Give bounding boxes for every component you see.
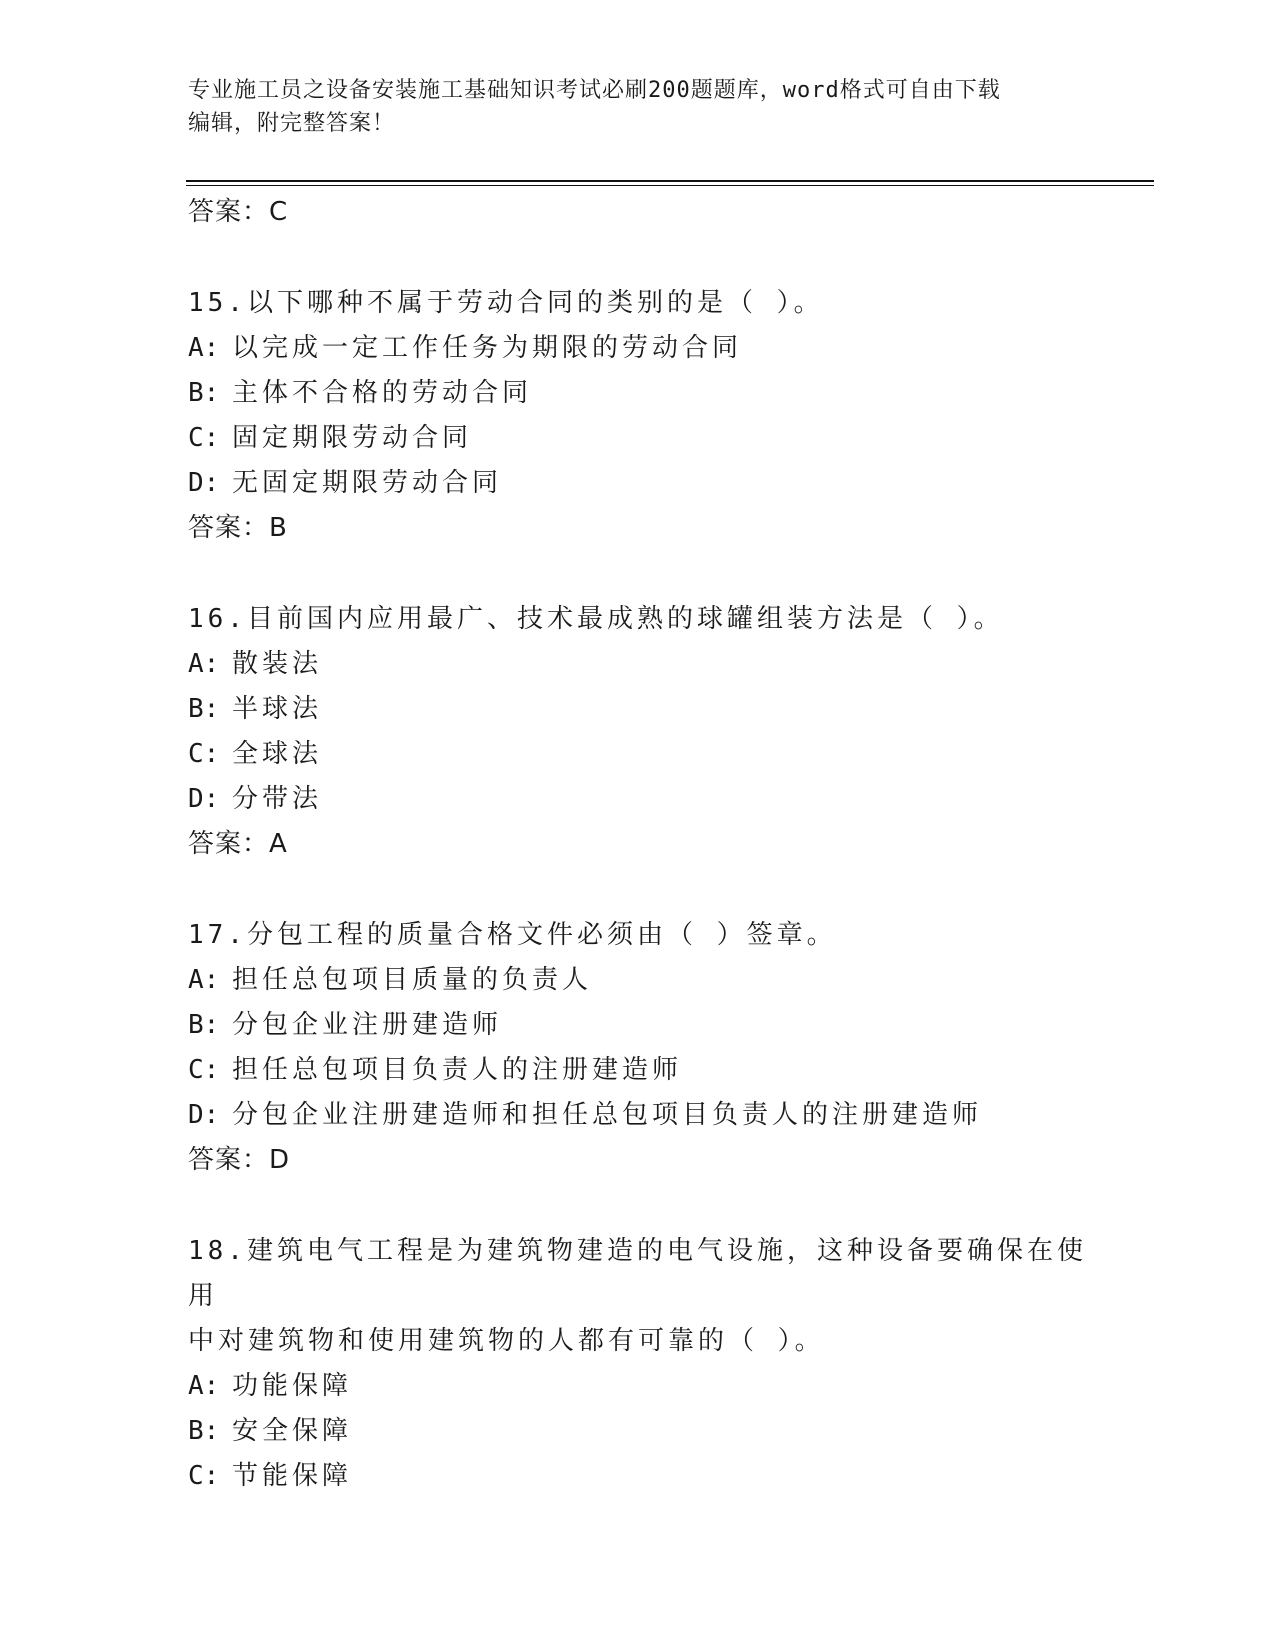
option-text: 节能保障 xyxy=(232,1461,353,1491)
spacer xyxy=(188,867,1088,913)
option-letter: D: xyxy=(188,784,220,814)
option-letter: B: xyxy=(188,694,220,724)
option-letter: B: xyxy=(188,1010,220,1040)
answer-line: 答案：B xyxy=(188,513,288,543)
option-text: 功能保障 xyxy=(232,1371,353,1401)
option-text: 无固定期限劳动合同 xyxy=(232,468,503,498)
option-row xyxy=(188,958,1088,1003)
question-title: 15.以下哪种不属于劳动合同的类别的是（ ）。 xyxy=(188,288,824,318)
option-text: 担任总包项目负责人的注册建造师 xyxy=(232,1055,683,1085)
answer-line: 答案：D xyxy=(188,1145,291,1175)
option-letter: D: xyxy=(188,1100,220,1130)
answer-line: 答案：C xyxy=(188,197,289,227)
answer-line: 答案：A xyxy=(188,829,288,859)
option-row xyxy=(188,461,1088,506)
question-block xyxy=(188,1229,1088,1499)
option-letter: C: xyxy=(188,423,220,453)
header-rule-thin xyxy=(186,185,1154,186)
option-text: 主体不合格的劳动合同 xyxy=(232,378,533,408)
option-letter: A: xyxy=(188,965,220,995)
option-letter: A: xyxy=(188,649,220,679)
option-text: 担任总包项目质量的负责人 xyxy=(232,965,593,995)
question-title: 16.目前国内应用最广、技术最成熟的球罐组装方法是（ ）。 xyxy=(188,604,1004,634)
spacer xyxy=(188,1183,1088,1229)
option-letter: D: xyxy=(188,468,220,498)
option-row xyxy=(188,1364,1088,1409)
option-text: 全球法 xyxy=(232,739,323,769)
option-letter: A: xyxy=(188,1371,220,1401)
option-row xyxy=(188,326,1088,371)
option-letter: B: xyxy=(188,1416,220,1446)
option-row xyxy=(188,1454,1088,1499)
option-row xyxy=(188,732,1088,777)
question-list xyxy=(188,281,1088,1499)
option-text: 分带法 xyxy=(232,784,323,814)
option-row xyxy=(188,642,1088,687)
spacer xyxy=(188,235,1088,281)
header-rule-thick xyxy=(186,180,1154,182)
question-title: 18.建筑电气工程是为建筑物建造的电气设施，这种设备要确保在使用 xyxy=(188,1236,1087,1311)
question-title: 中对建筑物和使用建筑物的人都有可靠的（ ）。 xyxy=(188,1326,825,1356)
option-text: 以完成一定工作任务为期限的劳动合同 xyxy=(232,333,743,363)
option-letter: C: xyxy=(188,739,220,769)
page-header xyxy=(188,74,1088,140)
document-body xyxy=(188,190,1088,1499)
question-block xyxy=(188,913,1088,1229)
spacer xyxy=(188,551,1088,597)
option-row xyxy=(188,777,1088,822)
option-row xyxy=(188,687,1088,732)
option-letter: C: xyxy=(188,1461,220,1491)
option-text: 分包企业注册建造师和担任总包项目负责人的注册建造师 xyxy=(232,1100,983,1130)
option-row xyxy=(188,1003,1088,1048)
option-row xyxy=(188,416,1088,461)
question-block xyxy=(188,597,1088,913)
option-letter: B: xyxy=(188,378,220,408)
option-row xyxy=(188,1048,1088,1093)
option-text: 半球法 xyxy=(232,694,323,724)
option-text: 固定期限劳动合同 xyxy=(232,423,473,453)
question-block xyxy=(188,281,1088,597)
option-text: 安全保障 xyxy=(232,1416,353,1446)
option-letter: C: xyxy=(188,1055,220,1085)
question-title: 17.分包工程的质量合格文件必须由（ ）签章。 xyxy=(188,920,837,950)
header-line: 编辑，附完整答案！ xyxy=(188,111,396,136)
option-text: 分包企业注册建造师 xyxy=(232,1010,503,1040)
option-row xyxy=(188,1093,1088,1138)
option-row xyxy=(188,371,1088,416)
option-text: 散装法 xyxy=(232,649,323,679)
option-letter: A: xyxy=(188,333,220,363)
option-row xyxy=(188,1409,1088,1454)
header-line: 专业施工员之设备安装施工基础知识考试必刷200题题库，word格式可自由下载 xyxy=(188,78,1001,103)
